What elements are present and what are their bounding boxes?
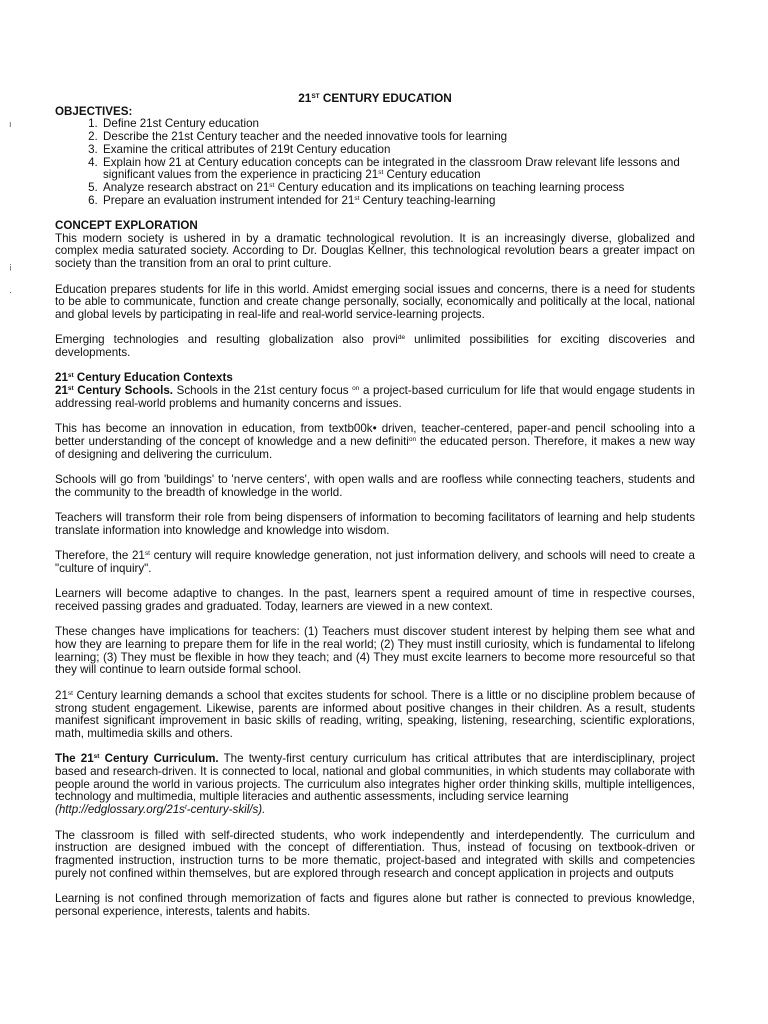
document-body <box>55 92 695 931</box>
paragraph: This modern society is ushered in by a dramatic technological revolution. It is an increasingly diverse, globalized and complex media saturated society. According to Dr. Douglas Kellner, this technological revolution bears a greater impact on society than the transition from an oral to print culture. <box>55 231 695 271</box>
paragraph: Teachers will transform their role from being dispensers of information to becoming facilitators of learning and help students translate information into knowledge and knowledge into wisdom. <box>55 511 695 537</box>
list-item: 6. Prepare an evaluation instrument intended for 21st Century teaching-learning <box>101 195 695 208</box>
list-item: 3. Examine the critical attributes of 219t Century education <box>101 144 695 157</box>
paragraph: Therefore, the 21st century will require knowledge generation, not just information delivery, and schools will need to create a "culture of inquiry". <box>55 549 695 575</box>
paragraph: This has become an innovation in education, from textb00k• driven, teacher-centered, paper-and pencil schooling into a better understanding of the concept of knowledge and a new definiti$^{on}$ the educated person. Therefore, it makes a new way of designing and delivering the curriculum. <box>55 422 695 461</box>
subheading: The 21st Century Curriculum. <box>55 752 219 766</box>
list-item: 2. Describe the 21st Century teacher and the needed innovative tools for learning <box>101 131 695 144</box>
paragraph: Learning is not confined through memorization of facts and figures alone but rather is connected to previous knowledge, personal experience, interests, talents and habits. <box>55 892 695 918</box>
margin-mark: ı <box>9 119 12 129</box>
concept-heading: CONCEPT EXPLORATION <box>55 219 198 233</box>
objectives-list <box>55 118 695 207</box>
subheading: 21st Century Schools. <box>55 384 173 398</box>
citation-link[interactable]: $(http://edglossary.org/21s^t-century-skil/s)$. <box>55 803 266 817</box>
objectives-heading: OBJECTIVES: <box>55 104 133 118</box>
paragraph: 21st Century Schools. Schools in the 21st century focus $^{on}$ a project-based curriculum for life that would engage students in addressing real-world problems and humanity concerns and issues. <box>55 384 695 410</box>
list-item: 1. Define 21st Century education <box>101 118 695 131</box>
paragraph: The 21st Century Curriculum. The twenty-first century curriculum has critical attributes that are interdisciplinary, project based and research-driven. It is connected to local, national and global communities, in which students may collaborate with people around the world in various projects. The curriculum also integrates higher order thinking skills, multiple intelligences, technology and multimedia, multiple literacies and authentic assessments, including service learning $(http://edglossary.org/21s^t-century-skil/s)$. <box>55 752 696 817</box>
paragraph: The classroom is filled with self-directed students, who work independently and interdependently. The curriculum and instruction are designed imbued with the concept of differentiation. Thus, instead of focusing on textbook-driven or fragmented instruction, instruction turns to be more thematic, project-based and integrated with skills and competencies purely not confined within themselves, but are explored through research and concept application in projects and outputs <box>55 828 695 880</box>
list-item: 4. Explain how 21 at Century education concepts can be integrated in the classroom Draw relevant life lessons and significant values from the experience in practicing 21st Century education <box>101 157 695 182</box>
paragraph: Schools will go from 'buildings' to 'nerve centers', with open walls and are roofless while connecting teachers, students and the community to the breadth of knowledge in the world. <box>55 473 695 499</box>
margin-mark: · <box>9 287 12 297</box>
paragraph: These changes have implications for teachers: (1) Teachers must discover student interest by helping them see what and how they are learning to prepare them for life in the real world; (2) They must instill curiosity, which is fundamental to lifelong learning; (3) They must be flexible in how they teach; and (4) They must excite learners to become more resourceful so that they will continue to learn outside formal school. <box>55 625 695 677</box>
paragraph: Emerging technologies and resulting globalization also provi$^{de}$ unlimited possibilities for exciting discoveries and developments. <box>55 333 695 360</box>
paragraph: 21st Century learning demands a school that excites students for school. There is a little or no discipline problem because of strong student engagement. Likewise, parents are informed about positive changes in their children. As a result, students manifest significant improvement in basic skills of reading, writing, speaking, listening, researching, scientific explorations, math, multimedia skills and others. <box>55 688 695 740</box>
margin-mark: ¡ <box>9 261 12 271</box>
contexts-heading: 21st Century Education Contexts <box>55 371 233 385</box>
paragraph: Education prepares students for life in this world. Amidst emerging social issues and concerns, there is a need for students to be able to communicate, function and create change personally, socially, economically and politically at the local, national and global levels by participating in real-life and real-world service-learning projects. <box>55 282 695 321</box>
page-title: 21ST CENTURY EDUCATION <box>298 91 452 105</box>
list-item: 5. Analyze research abstract on 21st Century education and its implications on teaching learning process <box>101 182 695 195</box>
paragraph: Learners will become adaptive to changes. In the past, learners spent a required amount of time in respective courses, received passing grades and graduated. Today, learners are viewed in a new context. <box>55 587 695 613</box>
